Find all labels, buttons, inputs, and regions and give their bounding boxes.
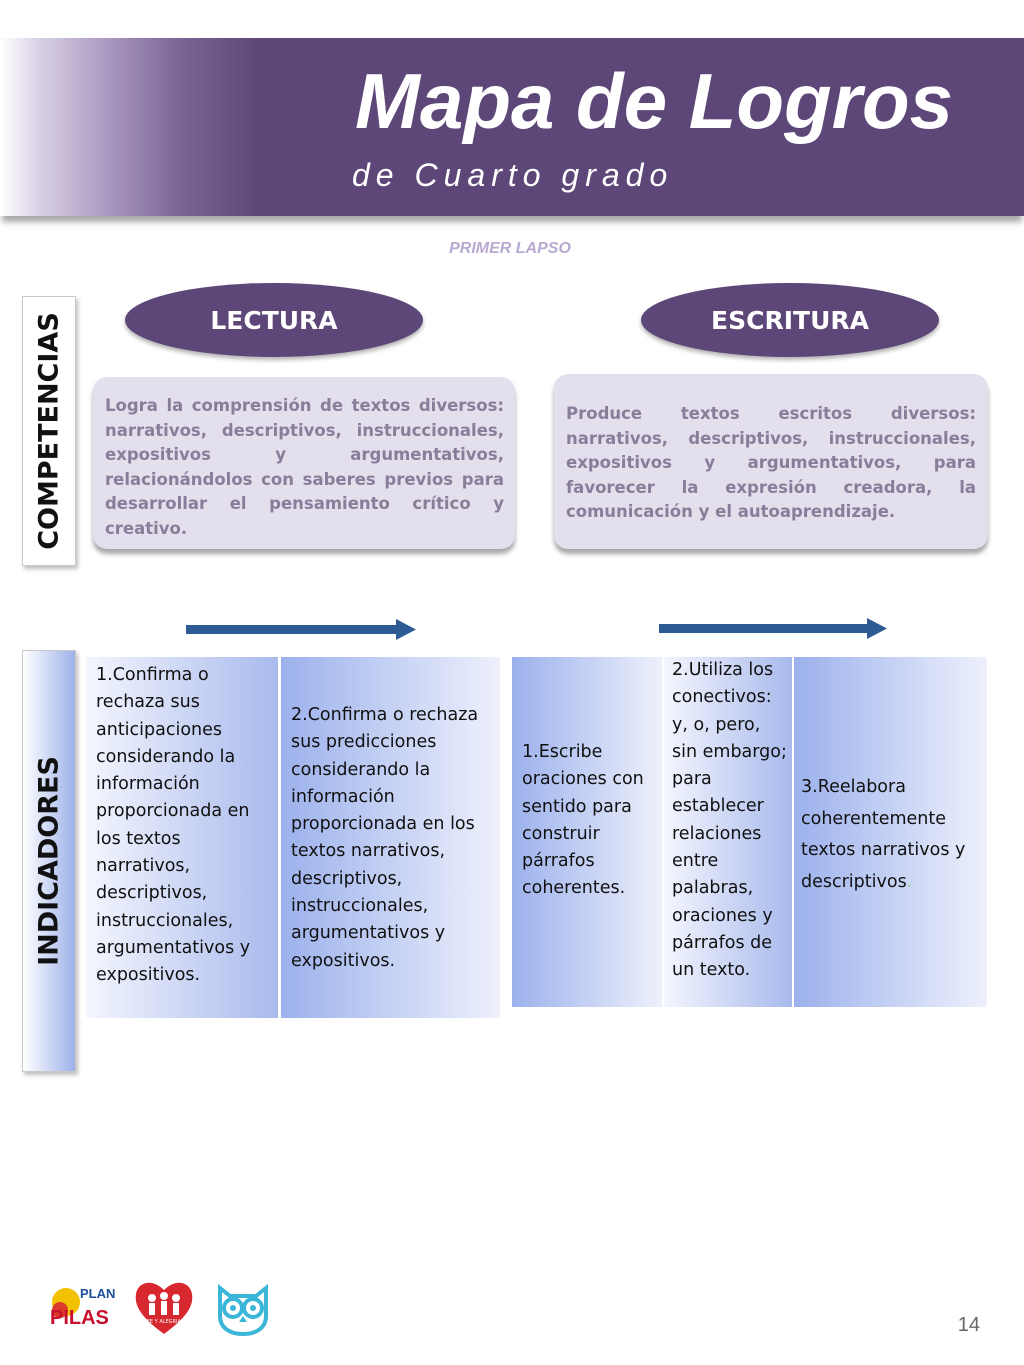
escritura-indicador-3	[794, 657, 987, 1007]
plan-pilas-logo	[44, 1280, 122, 1332]
green-dot: .	[906, 871, 913, 892]
escritura-indicador-2: 2.Utiliza los conectivos: y, o, pero, sin embargo; para establecer relaciones entre palabras, oraciones y párrafos de un texto.	[664, 657, 792, 1007]
escritura-oval: ESCRITURA	[641, 283, 939, 357]
page-title: Mapa de Logros	[355, 57, 954, 145]
escritura-arrow	[657, 616, 889, 642]
page-number: 14	[957, 1314, 980, 1336]
fe-y-alegria-logo	[132, 1276, 196, 1338]
plan-pilas-bottom-text: PILAS	[50, 1307, 109, 1329]
lectura-arrow	[184, 617, 418, 643]
page-subtitle: de Cuarto grado	[352, 157, 674, 193]
competencias-label-text: COMPETENCIAS	[33, 312, 65, 550]
indicadores-label-text: INDICADORES	[33, 756, 65, 966]
owl-logo	[212, 1278, 274, 1338]
escritura-indicador-3-text: 3.Reelabora coherentemente textos narrativos y descriptivos	[801, 777, 966, 892]
lectura-indicador-2: 2.Confirma o rechaza sus predicciones considerando la información proporcionada en los textos narrativos, descriptivos, instruccionales, argumentativos y expositivos.	[281, 657, 500, 1018]
lectura-indicador-1: 1.Confirma o rechaza sus anticipaciones considerando la información proporcionada en los textos narrativos, descriptivos, instruccionales, argumentativos y expositivos.	[86, 657, 278, 1018]
escritura-competencia-box: Produce textos escritos diversos: narrativos, descriptivos, instruccionales, expositivos y argumentativos, para favorecer la expresión creadora, la comunicación y el autoaprendizaje.	[554, 374, 988, 549]
plan-pilas-top-text: PLAN	[80, 1286, 116, 1301]
period-label: PRIMER LAPSO	[449, 240, 571, 257]
escritura-indicador-1: 1.Escribe oraciones con sentido para construir párrafos coherentes.	[512, 657, 662, 1007]
indicadores-side-label	[22, 650, 76, 1072]
lectura-competencia-box: Logra la comprensión de textos diversos: narrativos, descriptivos, instruccionales, expositivos y argumentativos, relacionándolos con saberes previos para desarrollar el pensamiento crítico y creativo.	[93, 377, 515, 549]
fe-y-alegria-text: FE Y ALEGRIA	[147, 1319, 181, 1325]
lectura-oval: LECTURA	[125, 283, 423, 357]
competencias-side-label	[22, 296, 76, 566]
